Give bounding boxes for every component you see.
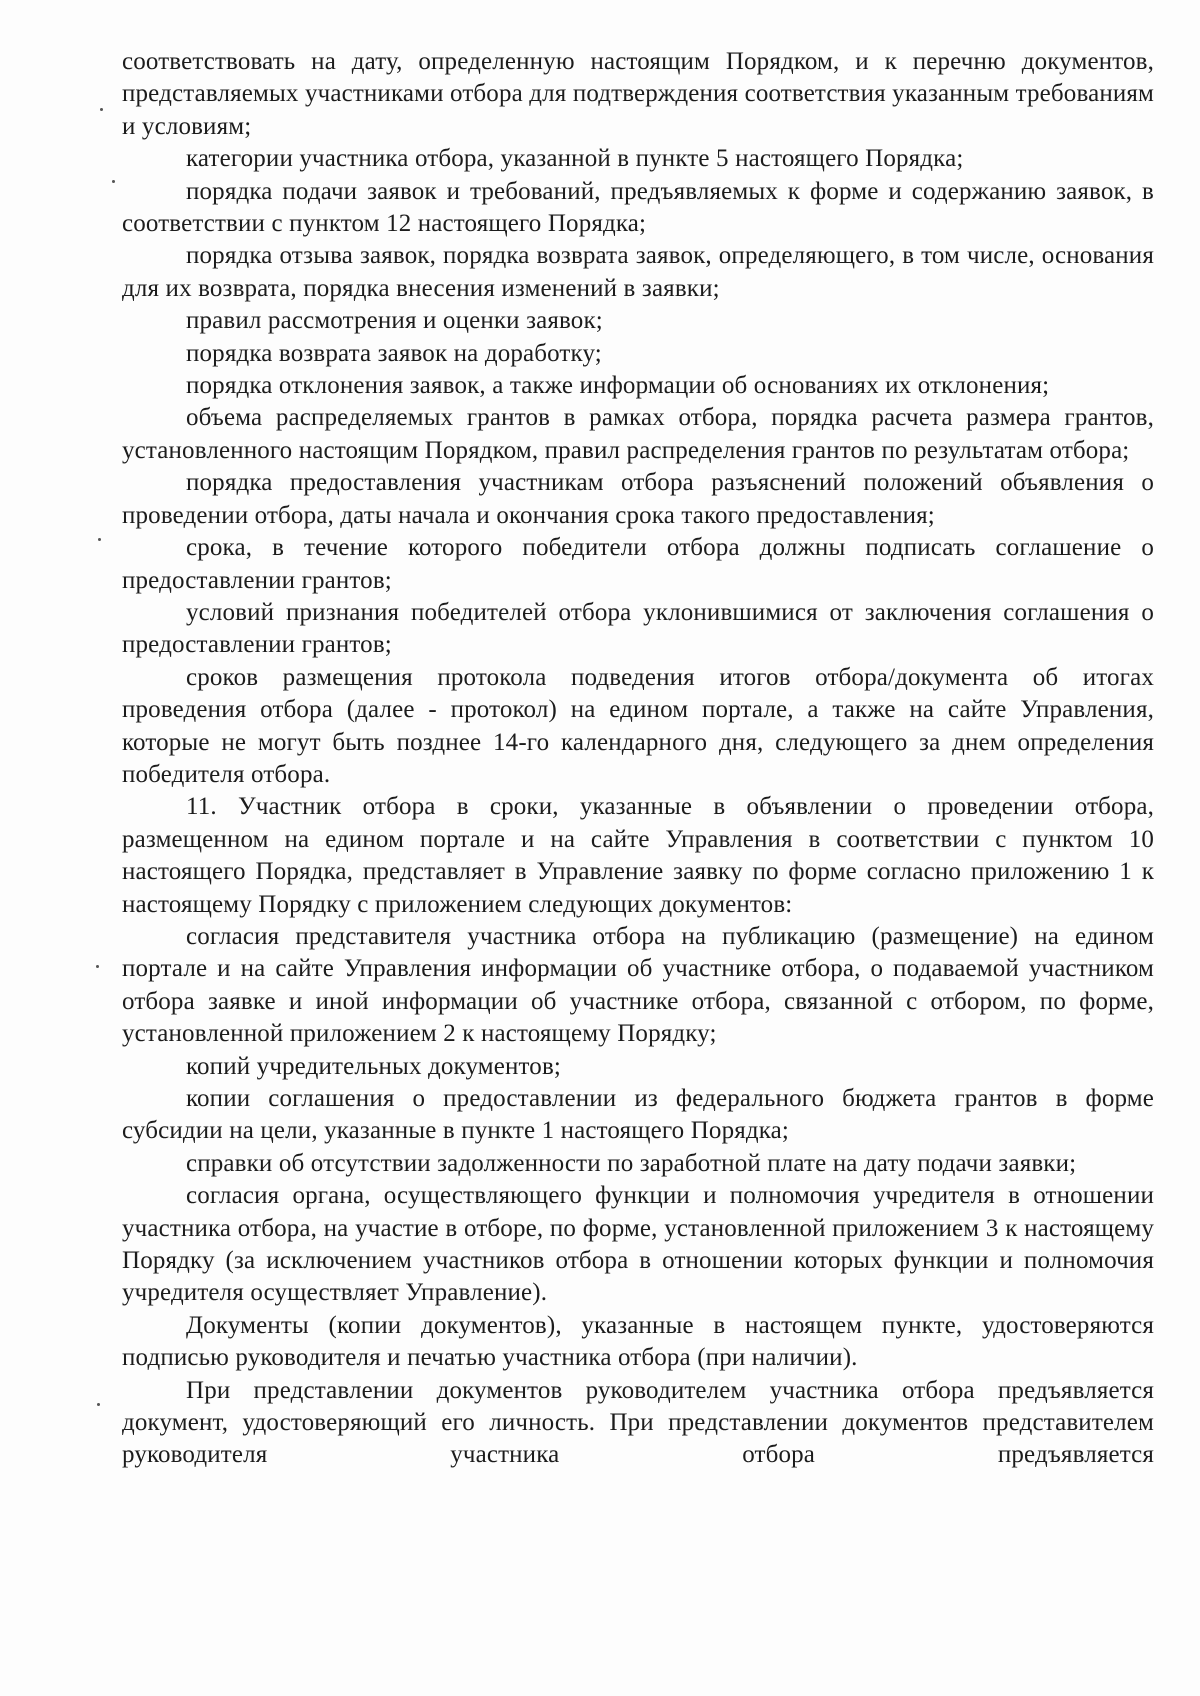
document-body (122, 46, 1154, 1472)
paragraph: порядка возврата заявок на доработку; (186, 339, 602, 367)
paragraph: соответствовать на дату, определенную настоящим Порядком, и к перечню документов, представляемых участниками отбора для подтверждения соответствия указанным требованиям и условиям; (122, 48, 1154, 140)
paragraph: срока, в течение которого победители отбора должны подписать соглашение о предоставлении грантов; (122, 534, 1154, 594)
scan-speck (98, 538, 101, 541)
scan-speck (100, 108, 103, 111)
paragraph: Документы (копии документов), указанные в настоящем пункте, удостоверяются подписью руководителя и печатью участника отбора (при наличии). (122, 1311, 1154, 1372)
paragraph: правил рассмотрения и оценки заявок; (186, 307, 603, 335)
paragraph: копий учредительных документов; (186, 1052, 561, 1080)
paragraph: согласия представителя участника отбора на публикацию (размещение) на едином портале и на сайте Управления информации об участнике отбора, о подаваемой участником отбора заявке и иной информации об участнике отбора, связанной с отбором, по форме, установленной приложением 2 к настоящему Порядку; (122, 922, 1154, 1048)
paragraph: порядка отзыва заявок, порядка возврата заявок, определяющего, в том числе, основания для их возврата, порядка внесения изменений в заявки; (122, 242, 1154, 302)
paragraph: копии соглашения о предоставлении из федерального бюджета грантов в форме субсидии на цели, указанные в пункте 1 настоящего Порядка; (122, 1085, 1154, 1145)
paragraph: справки об отсутствии задолженности по заработной плате на дату подачи заявки; (186, 1149, 1077, 1177)
scan-speck (97, 1403, 100, 1406)
paragraph: порядка подачи заявок и требований, предъявляемых к форме и содержанию заявок, в соответствии с пунктом 12 настоящего Порядка; (122, 177, 1154, 238)
paragraph: порядка предоставления участникам отбора разъяснений положений объявления о проведении отбора, даты начала и окончания срока такого предоставления; (122, 469, 1154, 529)
paragraph: условий признания победителей отбора уклонившимися от заключения соглашения о предоставлении грантов; (122, 598, 1154, 659)
paragraph: категории участника отбора, указанной в пункте 5 настоящего Порядка; (186, 145, 964, 173)
paragraph: объема распределяемых грантов в рамках отбора, порядка расчета размера грантов, установленного настоящим Порядком, правил распределения грантов по результатам отбора; (122, 404, 1154, 464)
paragraph: При представлении документов руководителем участника отбора предъявляется документ, удостоверяющий его личность. При представлении документов представителем руководителя участника отбора предъявляется (122, 1376, 1154, 1469)
scan-speck (96, 965, 99, 968)
scan-speck (112, 180, 115, 183)
paragraph: согласия органа, осуществляющего функции и полномочия учредителя в отношении участника отбора, на участие в отборе, по форме, установленной приложением 3 к настоящему Порядку (за исключением участников отбора в отношении которых функции и полномочия учредителя осуществляет Управление). (122, 1182, 1154, 1307)
paragraph: порядка отклонения заявок, а также информации об основаниях их отклонения; (186, 372, 1050, 400)
paragraph-item-11: 11. Участник отбора в сроки, указанные в объявлении о проведении отбора, размещенном на едином портале и на сайте Управления в соответствии с пунктом 10 настоящего Порядка, представляет в Управление заявку по форме согласно приложению 1 к настоящему Порядку с приложением следующих документов: (122, 793, 1154, 918)
paragraph: сроков размещения протокола подведения итогов отбора/документа об итогах проведения отбора (далее - протокол) на едином портале, а также на сайте Управления, которые не могут быть позднее 14-го календарного дня, следующего за днем определения победителя отбора. (122, 663, 1154, 788)
